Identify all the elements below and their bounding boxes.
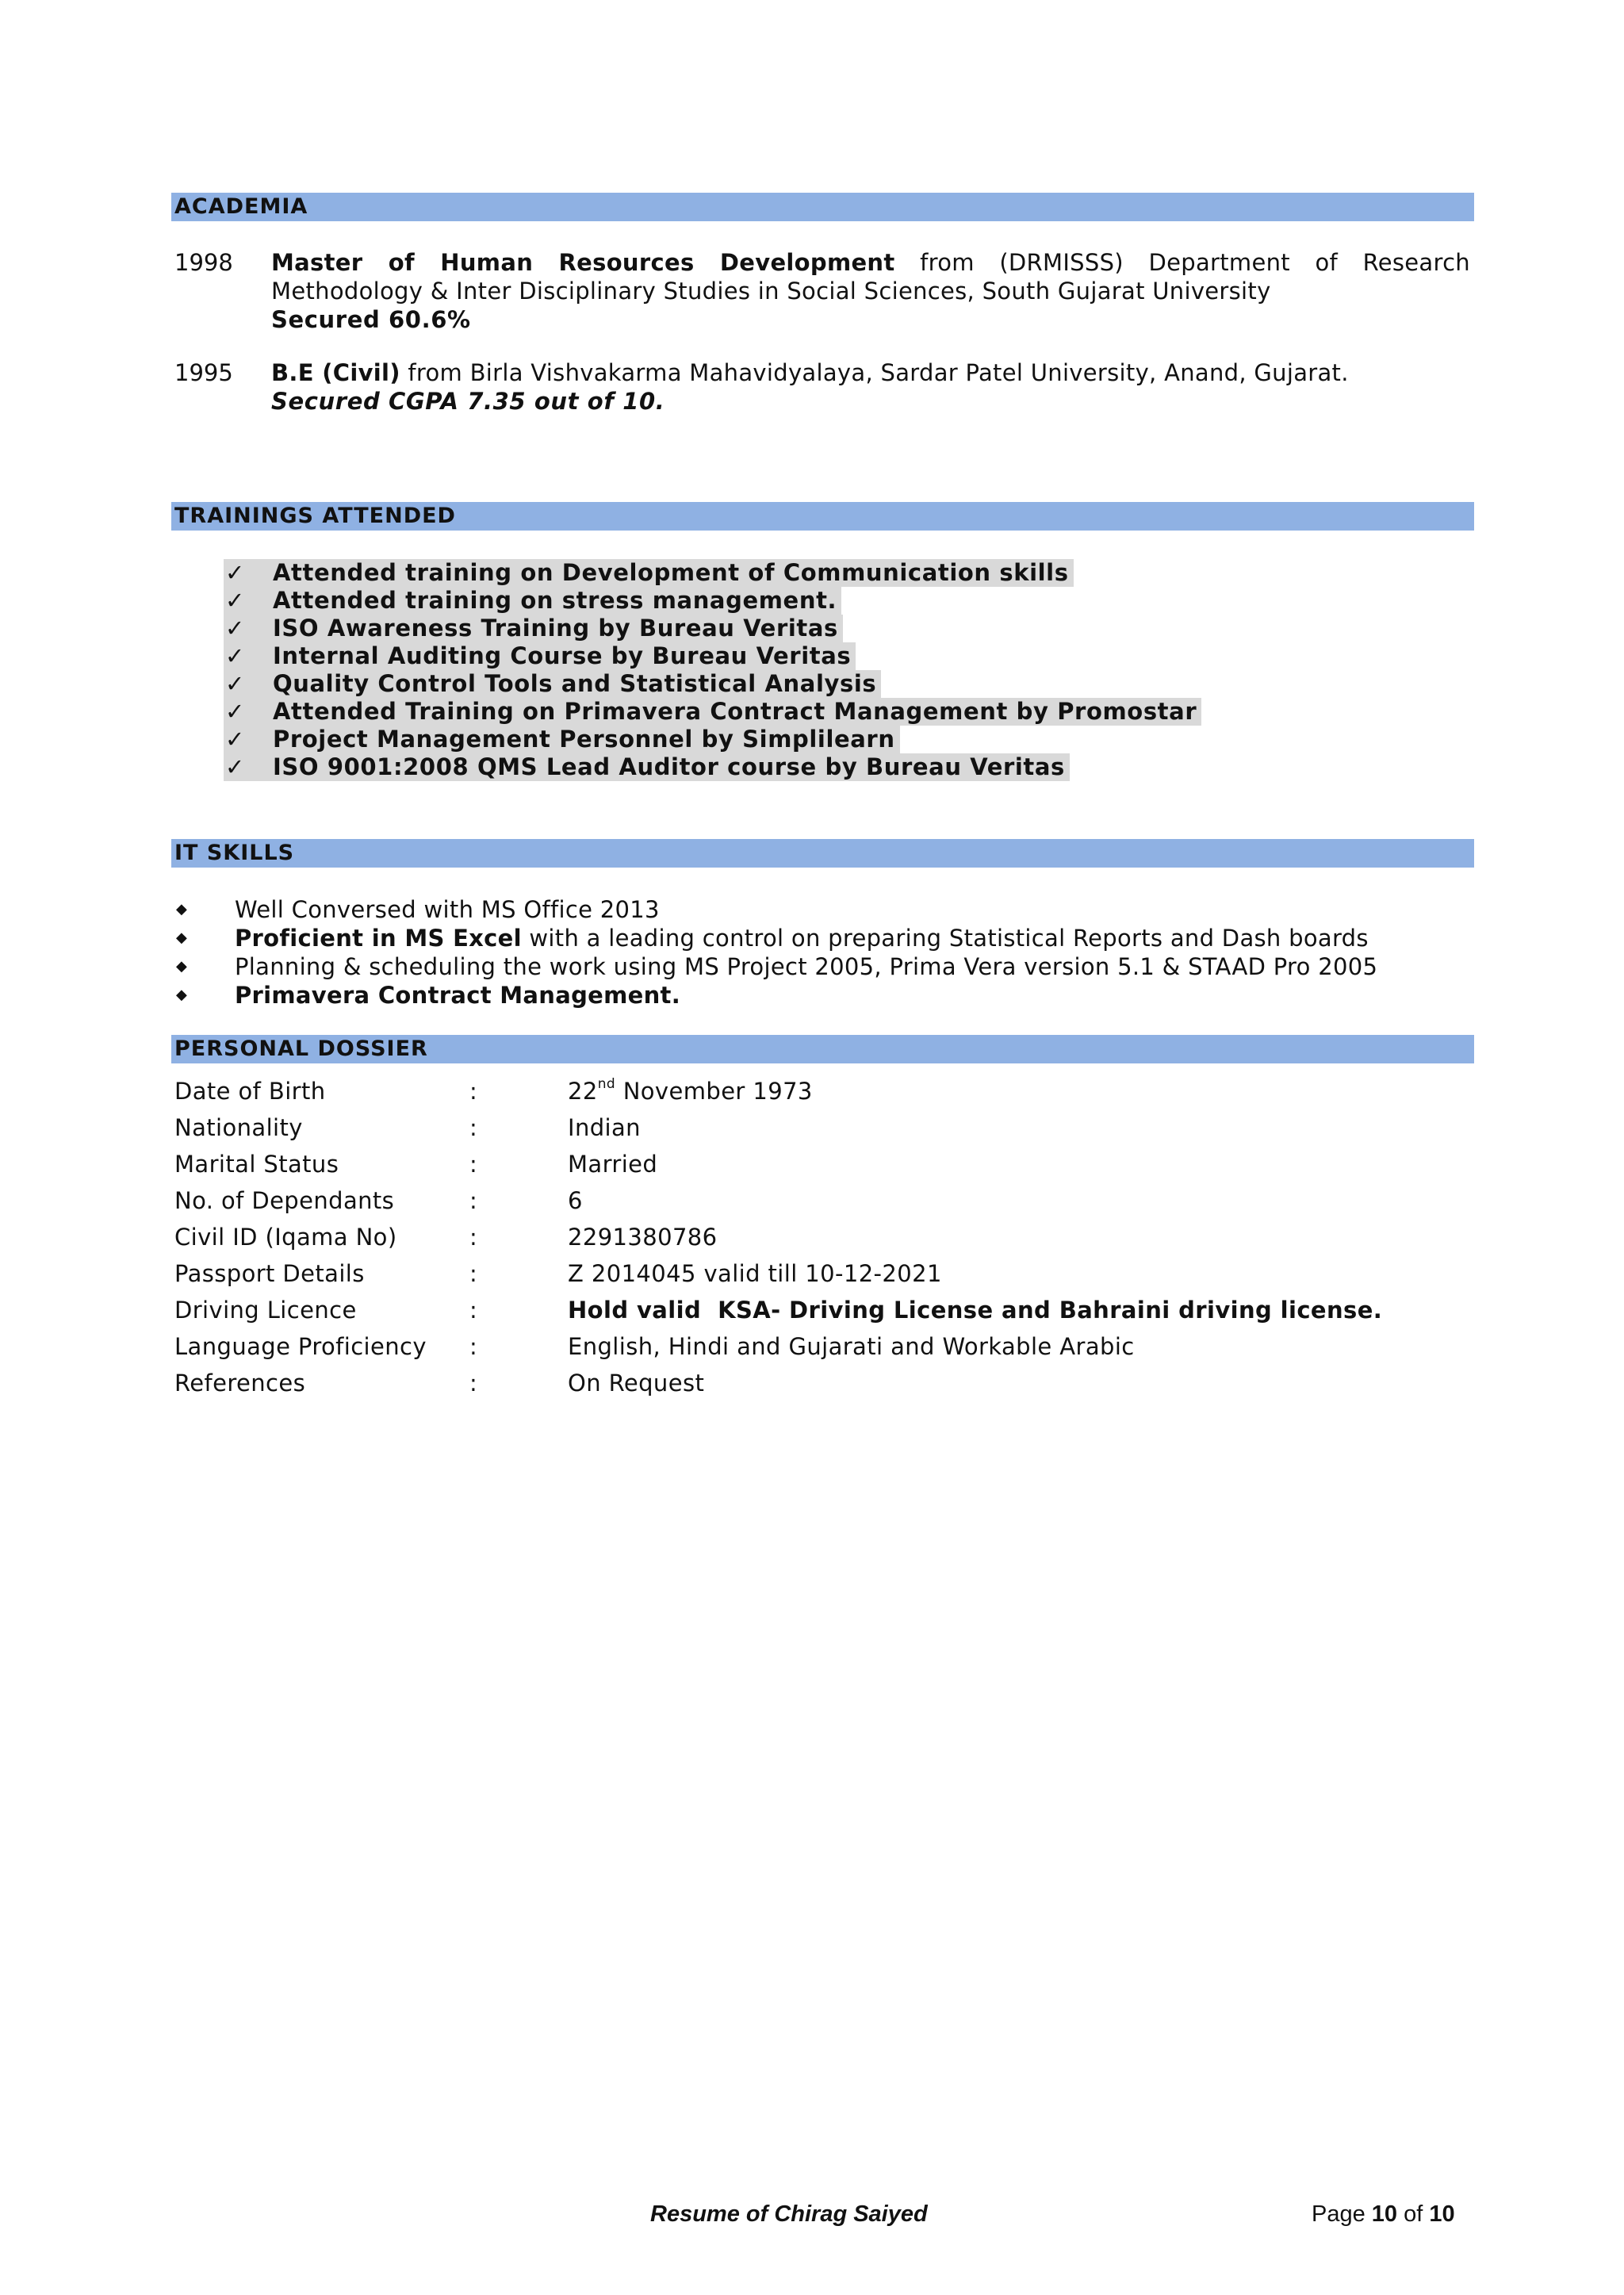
training-text: Quality Control Tools and Statistical Analysis	[273, 670, 881, 698]
list-item	[224, 559, 1201, 587]
diamond-bullet-icon: ◆	[176, 929, 187, 946]
dossier-value: On Request	[568, 1370, 705, 1397]
dossier-label: Marital Status	[174, 1151, 339, 1178]
dossier-row	[174, 1146, 1475, 1182]
dossier-colon: :	[469, 1224, 477, 1251]
academia-heading: ACADEMIA	[171, 193, 1474, 221]
dossier-row	[174, 1182, 1475, 1219]
dob-day: 22	[568, 1078, 598, 1105]
diamond-bullet-icon: ◆	[176, 901, 187, 918]
list-item	[176, 895, 1377, 924]
dossier-label: References	[174, 1370, 306, 1397]
education-line-2: Methodology & Inter Disciplinary Studies in Social Sciences, South Gujarat University	[271, 278, 1271, 305]
skill-bold-text: Proficient in MS Excel	[235, 925, 522, 952]
education-entry-1998	[171, 248, 1472, 335]
dossier-colon: :	[469, 1151, 477, 1178]
dob-suffix: nd	[597, 1076, 616, 1092]
dossier-row	[174, 1109, 1475, 1146]
diamond-bullet-icon: ◆	[176, 958, 187, 975]
page-total: 10	[1429, 2201, 1455, 2227]
check-icon: ✓	[224, 753, 273, 781]
degree-title: B.E (Civil)	[271, 359, 400, 386]
dossier-row	[174, 1255, 1475, 1292]
check-icon: ✓	[224, 726, 273, 753]
list-item	[224, 642, 1201, 670]
check-icon: ✓	[224, 559, 273, 587]
education-details	[271, 358, 1470, 416]
dossier-row	[174, 1219, 1475, 1255]
dossier-value: 6	[568, 1187, 583, 1214]
skill-text: with a leading control on preparing Statistical Reports and Dash boards	[521, 925, 1369, 952]
dossier-row-dob	[174, 1073, 1475, 1109]
page-current: 10	[1371, 2201, 1398, 2227]
education-line-1	[271, 248, 1470, 277]
list-item	[224, 726, 1201, 753]
dossier-value: Indian	[568, 1114, 641, 1141]
training-text: Attended training on stress management.	[273, 587, 841, 615]
education-score: Secured 60.6%	[271, 306, 471, 333]
dossier-label: Passport Details	[174, 1260, 365, 1287]
dossier-label: No. of Dependants	[174, 1187, 395, 1214]
check-icon: ✓	[224, 670, 273, 698]
trainings-list	[224, 559, 1201, 781]
footer-resume-title: Resume of Chirag Saiyed	[650, 2201, 928, 2227]
list-item	[176, 924, 1377, 952]
of-word: of	[1404, 2201, 1423, 2227]
training-text: Attended Training on Primavera Contract Management by Promostar	[273, 698, 1201, 726]
dossier-row	[174, 1365, 1475, 1401]
list-item	[176, 981, 1377, 1010]
list-item	[176, 952, 1377, 981]
skill-bold-text: Primavera Contract Management.	[235, 982, 681, 1009]
dossier-value: Z 2014045 valid till 10-12-2021	[568, 1260, 942, 1287]
training-text: Attended training on Development of Communication skills	[273, 559, 1074, 587]
it-skills-heading: IT SKILLS	[171, 839, 1474, 868]
education-line-1	[271, 358, 1470, 387]
dossier-colon: :	[469, 1297, 477, 1324]
personal-dossier-heading: PERSONAL DOSSIER	[171, 1035, 1474, 1063]
trainings-heading: TRAININGS ATTENDED	[171, 502, 1474, 531]
list-item	[224, 753, 1201, 781]
training-text: Internal Auditing Course by Bureau Veritas	[273, 642, 856, 670]
check-icon: ✓	[224, 642, 273, 670]
dossier-label: Civil ID (Iqama No)	[174, 1224, 397, 1251]
dossier-row	[174, 1292, 1475, 1328]
degree-title: Master of Human Resources Development	[271, 249, 895, 276]
list-item	[224, 670, 1201, 698]
degree-institution: from (DRMISSS) Department of Research	[920, 249, 1470, 276]
dob-rest: November 1973	[615, 1078, 813, 1105]
list-item	[224, 615, 1201, 642]
dossier-colon: :	[469, 1370, 477, 1397]
dossier-colon: :	[469, 1333, 477, 1360]
dossier-colon: :	[469, 1114, 477, 1141]
education-year: 1998	[174, 249, 233, 276]
page-word: Page	[1312, 2201, 1365, 2227]
it-skills-list	[176, 895, 1377, 1010]
education-score: Secured CGPA 7.35 out of 10.	[271, 388, 665, 415]
dossier-label: Driving Licence	[174, 1297, 357, 1324]
dossier-colon: :	[469, 1187, 477, 1214]
skill-text: Planning & scheduling the work using MS Project 2005, Prima Vera version 5.1 & STAAD Pro 2005	[235, 953, 1378, 980]
dossier-value: Hold valid KSA- Driving License and Bahraini driving license.	[568, 1297, 1383, 1324]
education-details	[271, 248, 1470, 334]
diamond-bullet-icon: ◆	[176, 987, 187, 1003]
list-item	[224, 587, 1201, 615]
check-icon: ✓	[224, 698, 273, 726]
degree-institution: from Birla Vishvakarma Mahavidyalaya, Sardar Patel University, Anand, Gujarat.	[408, 359, 1349, 386]
education-entry-1995	[171, 358, 1472, 417]
education-year: 1995	[174, 359, 233, 386]
check-icon: ✓	[224, 615, 273, 642]
dossier-label: Nationality	[174, 1114, 303, 1141]
dossier-label: Date of Birth	[174, 1078, 326, 1105]
training-text: ISO Awareness Training by Bureau Veritas	[273, 615, 843, 642]
dossier-label: Language Proficiency	[174, 1333, 427, 1360]
dossier-colon: :	[469, 1260, 477, 1287]
personal-dossier-table	[174, 1073, 1475, 1401]
training-text: Project Management Personnel by Simplilearn	[273, 726, 900, 753]
skill-text: Well Conversed with MS Office 2013	[235, 896, 660, 923]
dossier-value: English, Hindi and Gujarati and Workable Arabic	[568, 1333, 1135, 1360]
check-icon: ✓	[224, 587, 273, 615]
dossier-row	[174, 1328, 1475, 1365]
dossier-value: Married	[568, 1151, 658, 1178]
footer-page-number	[1312, 2200, 1455, 2228]
dossier-value: 2291380786	[568, 1224, 718, 1251]
dossier-colon: :	[469, 1078, 477, 1105]
dossier-value	[568, 1073, 813, 1109]
list-item	[224, 698, 1201, 726]
training-text: ISO 9001:2008 QMS Lead Auditor course by Bureau Veritas	[273, 753, 1070, 781]
